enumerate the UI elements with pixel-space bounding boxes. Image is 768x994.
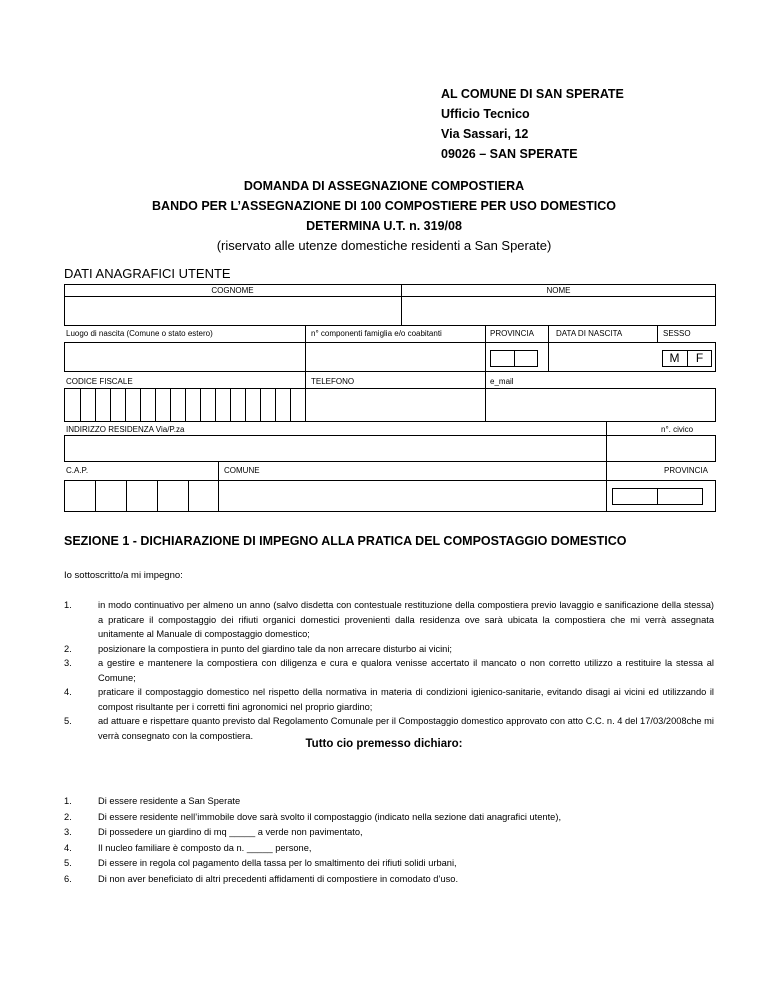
document-subtitle: (riservato alle utenze domestiche residenti a San Sperate) [216,238,552,253]
list-item [64,598,714,642]
list-number: 6. [64,873,72,884]
civico-field[interactable] [608,437,714,460]
nome-field[interactable] [403,298,714,324]
document-title: DETERMINA U.T. n. 319/08 [306,219,462,233]
list-number: 1. [64,600,72,610]
list-item [64,856,714,872]
list-text: ad attuare e rispettare quanto previsto dal Regolamento Comunale per il Compostaggio domestico approvato con atto C.C. n. 4 del 17/03/2008che mi verrà consegnato con la compostiera. [98,716,714,741]
list-item [64,656,714,685]
list-number: 2. [64,643,72,654]
provincia-residenza-label: PROVINCIA [664,466,709,475]
data-nascita-field[interactable] [550,344,655,370]
list-item [64,825,714,841]
indirizzo-label: INDIRIZZO RESIDENZA Via/P.za [66,425,185,434]
cognome-field[interactable] [66,298,399,324]
nome-label: NOME [546,286,571,295]
list-text: Di essere residente a San Sperate [98,796,241,806]
email-label: e_mail [490,377,514,386]
codice-fiscale-label: CODICE FISCALE [66,377,133,386]
telefono-field[interactable] [307,390,483,420]
data-nascita-label: DATA DI NASCITA [556,329,623,338]
list-text: Il nucleo familiare è composto da n. _____ persone, [98,842,312,853]
comune-label: COMUNE [224,466,260,475]
list-item [64,841,714,857]
list-number: 4. [64,842,72,853]
section1-title: SEZIONE 1 - DICHIARAZIONE DI IMPEGNO ALLA PRATICA DEL COMPOSTAGGIO DOMESTICO [64,534,627,548]
provincia-label: PROVINCIA [490,329,535,338]
section1-intro: Io sottoscritto/a mi impegno: [64,570,183,581]
list-item [64,642,714,657]
list-text: Di non aver beneficiato di altri precedenti affidamenti di compostiere in comodato d’uso. [98,873,459,884]
componenti-label: n° componenti famiglia e/o coabitanti [311,329,442,338]
list-number: 4. [64,687,72,697]
list-number: 2. [64,811,72,822]
form-section-title: DATI ANAGRAFICI UTENTE [64,266,231,281]
civico-label: n°. civico [661,425,694,434]
luogo-nascita-label: Luogo di nascita (Comune o stato estero) [66,329,213,338]
document-header [0,176,768,256]
luogo-nascita-field[interactable] [66,344,303,370]
telefono-label: TELEFONO [311,377,355,386]
declaration-list [64,794,714,887]
list-item [64,810,714,826]
recipient-address [441,84,624,164]
list-number: 1. [64,796,72,806]
sesso-m-option[interactable]: M [669,351,680,365]
list-text: Di essere in regola col pagamento della tassa per lo smaltimento dei rifiuti solidi urbani, [98,858,457,868]
declaration-title: Tutto cio premesso dichiaro: [305,738,463,750]
list-item [64,872,714,888]
list-text: a gestire e mantenere la compostiera con diligenza e cura e qualora venisse accertato il mancato o non corretto utilizzo a restituire la stessa al Comune; [98,658,714,683]
list-number: 5. [64,858,72,868]
list-text: Di possedere un giardino di mq _____ a verde non pavimentato, [98,827,363,837]
list-item [64,685,714,714]
sesso-label: SESSO [663,329,691,338]
list-text: praticare il compostaggio domestico nel rispetto della normativa in materia di condizioni igienico-sanitarie, evitando disagi ai vicini ed utilizzando il compost risultante per i corretti fini agronomici nel proprio giardino; [98,687,714,712]
recipient-line: AL COMUNE DI SAN SPERATE [441,87,624,101]
list-number: 5. [64,716,72,726]
comune-field[interactable] [220,482,604,510]
list-item [64,794,714,810]
sesso-f-option[interactable]: F [695,351,704,365]
commitment-list [64,598,714,743]
list-text: Di essere residente nell’immobile dove sarà svolto il compostaggio (indicato nella sezione dati anagrafici utente), [98,811,562,822]
document-title: BANDO PER L’ASSEGNAZIONE DI 100 COMPOSTIERE PER USO DOMESTICO [152,199,616,213]
recipient-line: Via Sassari, 12 [441,127,529,141]
list-text: in modo continuativo per almeno un anno (salvo disdetta con contestuale restituzione della compostiera previo lavaggio e sanificazione della stessa) a praticare il compostaggio dei rifiuti organici domestici provenienti dalla residenza ove sarà ubicata la compostiera che mi verrà assegnata unitamente al Manuale di compostaggio domestico; [98,600,714,639]
recipient-line: 09026 – SAN SPERATE [441,147,578,161]
indirizzo-field[interactable] [66,437,604,460]
cap-label: C.A.P. [66,466,89,475]
list-text: posizionare la compostiera in punto del giardino tale da non arrecare disturbo ai vicini; [98,643,453,654]
cognome-label: COGNOME [211,286,254,295]
list-number: 3. [64,658,72,668]
email-field[interactable] [487,390,714,420]
document-title: DOMANDA DI ASSEGNAZIONE COMPOSTIERA [243,179,525,193]
recipient-line: Ufficio Tecnico [441,107,530,121]
list-number: 3. [64,827,72,837]
componenti-field[interactable] [307,344,483,370]
